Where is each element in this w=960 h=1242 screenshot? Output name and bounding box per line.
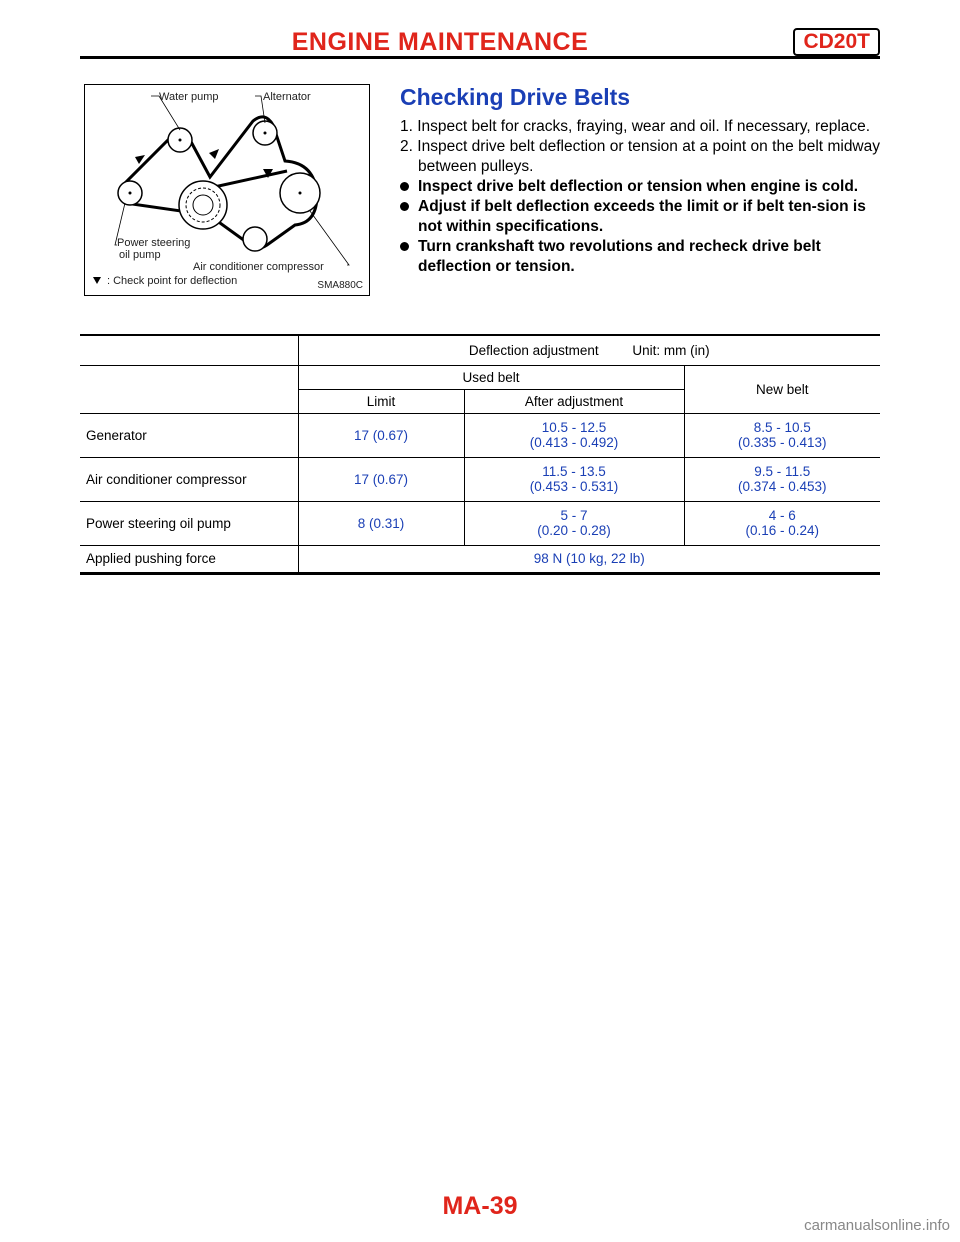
limit-header: Limit xyxy=(298,389,464,413)
after-adjustment-header: After adjustment xyxy=(464,389,684,413)
table-title-cell xyxy=(298,335,880,365)
label-ac-compressor: Air conditioner compressor xyxy=(193,261,324,273)
step-1: 1. Inspect belt for cracks, fraying, wear and oil. If necessary, replace. xyxy=(400,118,871,135)
limit-value: 17 (0.67) xyxy=(298,413,464,457)
row-name: Power steering oil pump xyxy=(80,501,298,545)
label-power-steering: Power steering xyxy=(117,237,191,249)
table-title: Deflection adjustment xyxy=(468,342,599,358)
new-belt-header: New belt xyxy=(684,365,880,413)
new-belt-value: 9.5 - 11.5 (0.374 - 0.453) xyxy=(684,457,880,501)
header-rule xyxy=(80,56,880,59)
after-adjustment-value: 11.5 - 13.5 (0.453 - 0.531) xyxy=(464,457,684,501)
bullet-icon xyxy=(400,242,409,251)
limit-value: 17 (0.67) xyxy=(298,457,464,501)
bullet-2: Adjust if belt deflection exceeds the limit or if belt ten-sion is not within specifications. xyxy=(400,197,880,237)
new-belt-value: 4 - 6 (0.16 - 0.24) xyxy=(684,501,880,545)
table-unit: Unit: mm (in) xyxy=(632,342,710,358)
bullet-icon xyxy=(400,182,409,191)
bullet-icon xyxy=(400,202,409,211)
label-check-point: : Check point for deflection xyxy=(107,275,238,287)
header-title: ENGINE MAINTENANCE xyxy=(291,28,589,56)
table-row xyxy=(80,413,880,457)
watermark: carmanualsonline.info xyxy=(804,1217,950,1234)
label-oil-pump: oil pump xyxy=(119,249,161,261)
engine-code-badge: CD20T xyxy=(793,28,880,56)
page-header xyxy=(80,26,880,66)
force-value: 98 N (10 kg, 22 lb) xyxy=(298,545,880,573)
after-adjustment-value: 10.5 - 12.5 (0.413 - 0.492) xyxy=(464,413,684,457)
after-adjustment-value: 5 - 7 (0.20 - 0.28) xyxy=(464,501,684,545)
table-row xyxy=(80,545,880,573)
row-name: Generator xyxy=(80,413,298,457)
limit-value: 8 (0.31) xyxy=(298,501,464,545)
section-title: Checking Drive Belts xyxy=(400,84,631,110)
legend-marker-icon xyxy=(93,277,101,284)
force-label: Applied pushing force xyxy=(80,545,298,573)
check-point-marker xyxy=(209,149,219,159)
table-row xyxy=(80,457,880,501)
deflection-spec-table xyxy=(80,334,880,575)
section-content xyxy=(400,84,880,277)
label-alternator: Alternator xyxy=(263,91,311,103)
label-water-pump: Water pump xyxy=(159,91,219,103)
table-row xyxy=(80,501,880,545)
figure-code: SMA880C xyxy=(317,280,363,291)
bullet-3: Turn crankshaft two revolutions and recheck drive belt deflection or tension. xyxy=(400,237,880,277)
idler-pulley xyxy=(243,227,267,251)
page-number: MA-39 xyxy=(442,1192,518,1220)
bullet-1: Inspect drive belt deflection or tension when engine is cold. xyxy=(400,177,880,197)
new-belt-value: 8.5 - 10.5 (0.335 - 0.413) xyxy=(684,413,880,457)
used-belt-header: Used belt xyxy=(298,365,684,389)
row-name: Air conditioner compressor xyxy=(80,457,298,501)
step-2: 2. Inspect drive belt deflection or tension at a point on the belt midway between pulleys. xyxy=(400,138,880,175)
drive-belt-diagram xyxy=(84,84,370,296)
